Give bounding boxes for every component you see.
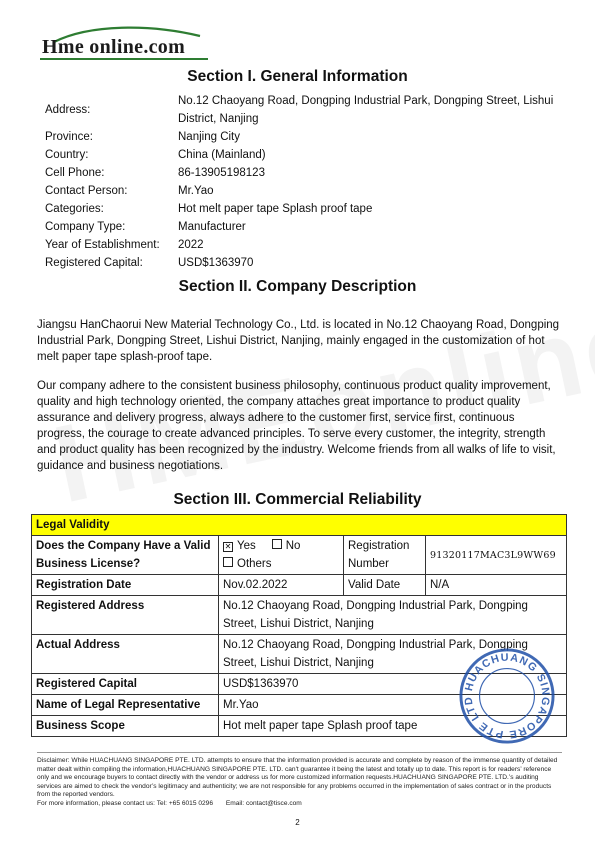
table-row [32,515,567,536]
general-info-value: Nanjing City [178,131,240,143]
general-info-row [45,146,565,164]
yes-label: Yes [237,540,256,552]
general-info-value: 86-13905198123 [178,167,265,179]
logo-underline [40,58,208,60]
general-info-label: Year of Establishment: [45,239,160,251]
section3-title: Section III. Commercial Reliability [173,491,422,508]
page-number: 2 [295,818,300,827]
registered-address-label: Registered Address [32,596,219,635]
business-scope-label: Business Scope [32,716,219,737]
registration-number-value [426,536,567,575]
general-info-row [45,128,565,146]
general-info-label: Province: [45,131,93,143]
svg-text:HUACHUANG SINGAPORE PTE LTD: HUACHUANG SINGAPORE PTE LTD [462,651,552,741]
general-info-row [45,236,565,254]
valid-date-label: Valid Date [344,575,426,596]
company-seal-icon [458,647,556,745]
general-info-label: Cell Phone: [45,167,105,179]
general-info-row [45,200,565,218]
general-info-label: Categories: [45,203,104,215]
hme-online-logo [40,30,210,62]
logo-text: Hme online.com [42,36,186,58]
general-info-row [45,254,565,272]
actual-address-label: Actual Address [32,635,219,674]
legal-representative-label: Name of Legal Representative [32,695,219,716]
general-info-label: Contact Person: [45,185,128,197]
section1-title: Section I. General Information [187,68,408,85]
general-info-label: Company Type: [45,221,126,233]
registered-capital-label: Registered Capital [32,674,219,695]
table-row [32,596,567,635]
general-info-value: No.12 Chaoyang Road, Dongping Industrial Park, Dongping Street, Lishui District, Nanjing [178,95,554,125]
valid-date-value: N/A [426,575,567,596]
general-info-label: Address: [45,104,91,116]
table-row [32,575,567,596]
yes-checkbox-icon: ✕ [224,542,232,551]
general-info-row [45,92,565,128]
footer-divider [37,752,562,753]
registration-number-text: 91320117MAC3L9WW69 [430,549,556,561]
license-question-label: Does the Company Have a Valid Business License? [32,536,219,575]
general-info-value: Mr.Yao [178,185,214,197]
general-info-value: China (Mainland) [178,149,266,161]
actual-address-value: No.12 Chaoyang Road, Dongping Industrial Park, Dongping Street, Lishui District, Nanjing [219,635,567,674]
registered-address-value: No.12 Chaoyang Road, Dongping Industrial Park, Dongping Street, Lishui District, Nanjing [219,596,567,635]
footer-contact: For more information, please contact us: Tel: +65 6015 0296 Email: contact@tisce.com [37,799,302,807]
registered-capital-value: USD$1363970 [219,674,567,695]
no-checkbox-icon [272,539,282,549]
legal-representative-value: Mr.Yao [219,695,567,716]
table-row [32,536,567,575]
general-info-value: Hot melt paper tape Splash proof tape [178,203,373,215]
general-info-value: Manufacturer [178,221,246,233]
section2-title: Section II. Company Description [178,278,417,295]
business-scope-value: Hot melt paper tape Splash proof tape [219,716,567,737]
company-description-para1: Jiangsu HanChaorui New Material Technology Co., Ltd. is located in No.12 Chaoyang Road, Dongping Industrial Park, Dongping Street, Lishui District, Nanjing, mainly engaged in the customization of hot melt paper tape splash-proof tape. [37,319,560,363]
general-info-row [45,218,565,236]
registration-date-label: Registration Date [32,575,219,596]
registration-number-label: Registration Number [344,536,426,575]
general-info-label: Registered Capital: [45,257,143,269]
no-label: No [285,540,301,552]
others-checkbox-icon [223,557,233,567]
license-options-cell [219,536,344,575]
general-info-row [45,164,565,182]
others-label: Others [237,558,272,570]
registration-date-value: Nov.02.2022 [219,575,344,596]
legal-validity-header: Legal Validity [32,515,567,536]
company-description-para2: Our company adhere to the consistent business philosophy, continuous product quality improvement, quality and high technology oriented, the company attaches great importance to product quality assurance and delivery progress, always adhere to the customer first, service first, continuous progress, the courage to create advanced principles. To serve every customer, the integrity, strength and product quality has been recognized by the industry. Welcome friends from all walks of life to visit, guidance and business negotiations. [37,380,556,472]
general-info-label: Country: [45,149,89,161]
general-info-row [45,182,565,200]
footer [37,757,564,809]
general-info-value: 2022 [178,239,204,251]
footer-disclaimer: Disclaimer: While HUACHUANG SINGAPORE PTE. LTD. attempts to ensure that the information provided is accurate and complete by reason of the immense quantity of detailed matter dealt within compiling the information,HUACHUANG SINGAPORE PTE. LTD. can't guarantee it being the latest and totally up to date. This report is for readers’ reference only and we encourage buyers to contact directly with the vendor or address us for more customized information requests.HUACHUANG SINGAPORE PTE. LTD.’s auditing services are aimed to check the vendor’s legitimacy and authenticity; we are not responsible for any problems occurred in the implementation of sales contract or in the products from the reported vendors. [37,757,558,799]
general-info-value: USD$1363970 [178,257,254,269]
general-info-list [45,92,565,272]
